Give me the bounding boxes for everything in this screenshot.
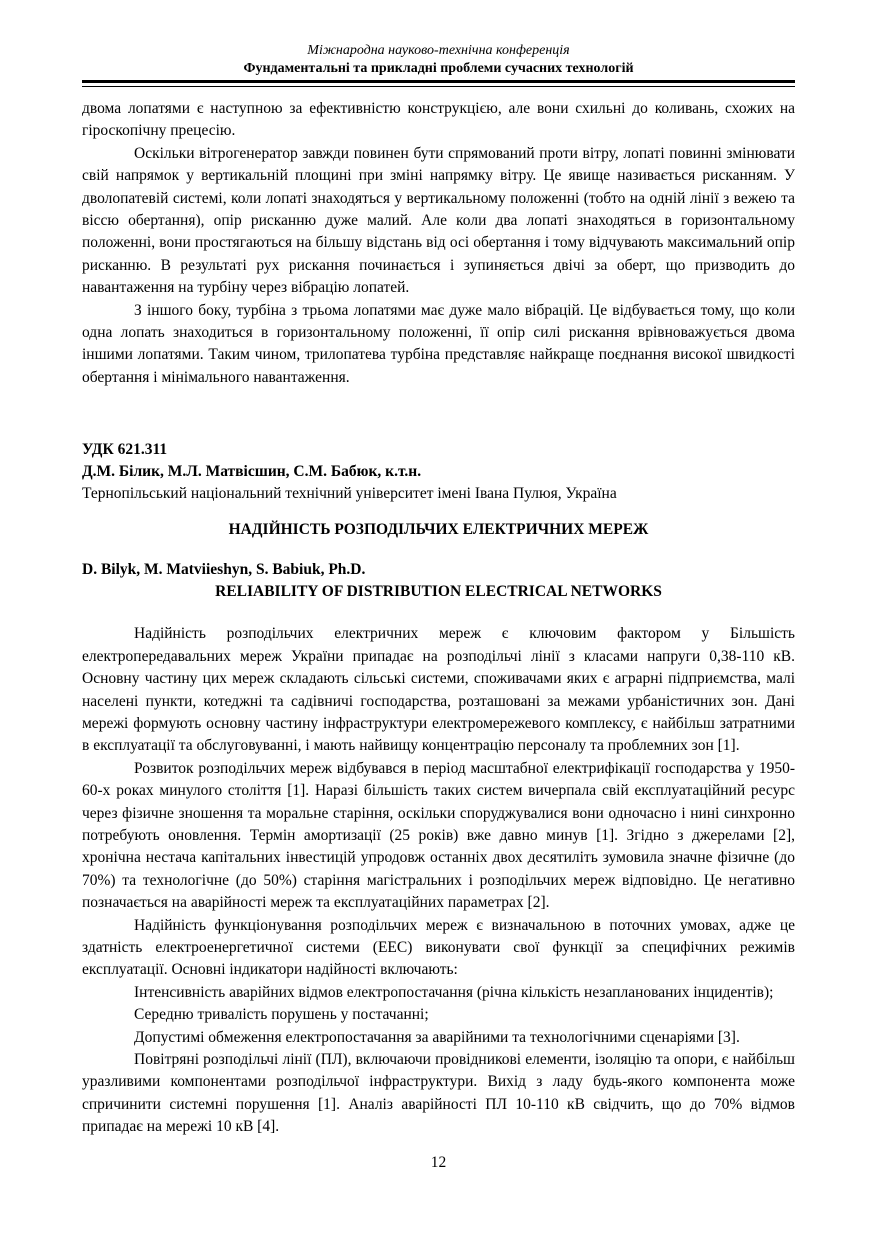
paragraph: Розвиток розподільчих мереж відбувався в період масштабної електрифікації господарства у 1950-60-х роках минулого століття [1]. Наразі більшість таких систем вичерпала свій експлуатаційний ресурс через фізичне зношення та моральне старіння, оскільки споруджувалися вони одночасно і нині синхронно потребують оновлення. Термін амортизації (25 років) вже давно минув [1]. Згідно з джерелами [2], хронічна нестача капітальних інвестицій упродовж останніх двох десятиліть зумовила значне фізичне (до 70%) та технологічне (до 50%) старіння магістральних і розподільчих мереж відповідно. Це негативно позначається на аварійності мереж та експлуатаційних параметрах [2]. xyxy=(82,759,795,912)
section-gap xyxy=(82,389,795,439)
paragraph: З іншого боку, турбіна з трьома лопатями має дуже мало вібрацій. Це відбувається тому, що коли одна лопать знаходиться в горизонтальному положенні, її опір силі рискання врівноважується двома іншими лопатями. Таким чином, трилопатева турбіна представляє найкраще поєднання високої швидкості обертання і мінімального навантаження. xyxy=(82,301,795,386)
list-item: Допустимі обмеження електропостачання за аварійними та технологічними сценаріями [3]. xyxy=(134,1028,740,1046)
page-body xyxy=(82,98,795,1139)
paragraph: Надійність розподільчих електричних мереж є ключовим фактором у Більшість електропередавальних мереж України припадає на розподільчі лінії з класами напруги 0,38-110 кВ. Основну частину цих мереж складають сільські системи, споживачами яких є аграрні підприємства, малі населені пункти, котеджні та садівничі господарства, розташовані за межами урбаністичних зон. Дані мережі формують основну частину інфраструктури електромережевого комплексу, є найбільш затратними в експлуатації та обслуговуванні, і мають найвищу концентрацію персоналу та проблемних зон [1]. xyxy=(82,625,795,755)
title-gap xyxy=(82,603,795,623)
header-rule-thin xyxy=(82,86,795,87)
conference-title: Фундаментальні та прикладні проблеми сучасних технологій xyxy=(243,61,634,76)
authors-en: D. Bilyk, M. Matviieshyn, S. Babiuk, Ph.D. xyxy=(82,561,366,579)
paragraph: Оскільки вітрогенератор завжди повинен бути спрямований проти вітру, лопаті повинні змінювати свій напрямок у вертикальній площині при зміні напрямку вітру. Це явище називається рисканням. У дволопатевій системі, коли лопаті знаходяться у вертикальному положенні (тобто на одній лінії з вежею та віссю обертання), опір рисканню дуже малий. Але коли два лопаті знаходяться в горизонтальному положенні, вони простягаються на більшу відстань від осі обертання і тому відчувають максимальний опір рисканню. В результаті рух рискання починається і зупиняється двічі за оберт, що призводить до навантаження на турбіну через вібрацію лопатей. xyxy=(82,144,795,297)
article-title-ua: НАДІЙНІСТЬ РОЗПОДІЛЬЧИХ ЕЛЕКТРИЧНИХ МЕРЕЖ xyxy=(228,521,649,539)
running-header xyxy=(82,42,795,78)
list-item: Інтенсивність аварійних відмов електропостачання (річна кількість незапланованих інцидентів); xyxy=(134,983,774,1001)
list-item: Середню тривалість порушень у постачанні; xyxy=(134,1006,429,1024)
paragraph: Повітряні розподільчі лінії (ПЛ), включаючи провідникові елементи, ізоляцію та опори, є найбільш уразливими компонентами розподільчої інфраструктури. Вихід з ладу будь-якого компонента може спричинити системні порушення [1]. Аналіз аварійності ПЛ 10-110 кВ свідчить, що до 70% відмов припадає на мережі 10 кВ [4]. xyxy=(82,1051,795,1136)
paragraph: Надійність функціонування розподільчих мереж є визначальною в поточних умовах, адже це здатність електроенергетичної системи (ЕЕС) виконувати свої функції за специфічних режимів експлуатації. Основні індикатори надійності включають: xyxy=(82,916,795,979)
page-number: 12 xyxy=(430,1154,447,1171)
article-title-en: RELIABILITY OF DISTRIBUTION ELECTRICAL NETWORKS xyxy=(215,583,662,601)
paragraph: двома лопатями є наступною за ефективністю конструкцією, але вони схильні до коливань, схожих на гіроскопічну прецесію. xyxy=(82,100,795,140)
authors-ua: Д.М. Білик, М.Л. Матвісшин, С.М. Бабюк, к.т.н. xyxy=(82,463,422,481)
udc-code: УДК 621.311 xyxy=(82,441,168,459)
affiliation: Тернопільський національний технічний університет імені Івана Пулюя, Україна xyxy=(82,485,617,503)
conference-name: Міжнародна науково-технічна конференція xyxy=(307,43,570,58)
header-rule-thick xyxy=(82,80,795,83)
